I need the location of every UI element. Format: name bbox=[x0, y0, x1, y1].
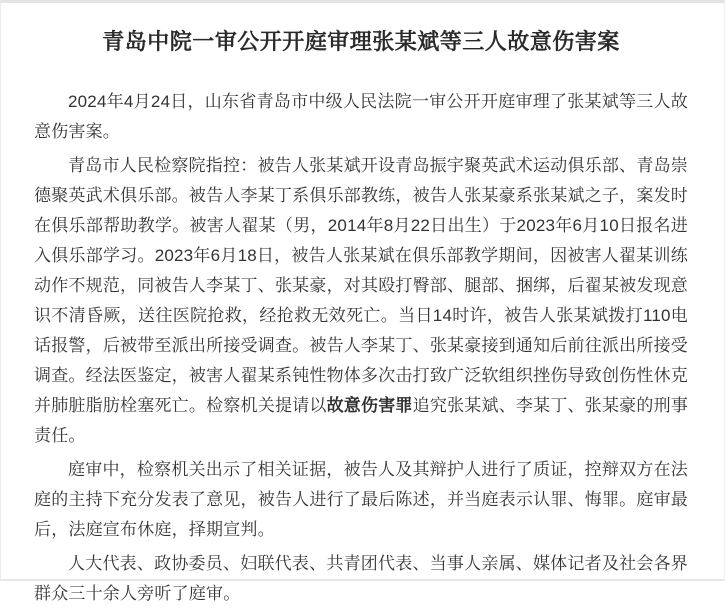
paragraph-observers-text: 人大代表、政协委员、妇联代表、共青团代表、当事人亲属、媒体记者及社会各界群众三十余人旁听了庭审。 bbox=[34, 554, 688, 603]
paragraph-indictment-text-post: 追究张某斌、李某丁、张某豪的刑事责任。 bbox=[34, 396, 689, 445]
article-title: 青岛中院一审公开开庭审理张某斌等三人故意伤害案 bbox=[102, 29, 620, 54]
paragraph-intro bbox=[34, 87, 688, 147]
paragraph-observers bbox=[34, 549, 688, 609]
charge-name-bold: 故意伤害罪 bbox=[326, 396, 413, 415]
paragraph-intro-text: 2024年4月24日，山东省青岛市中级人民法院一审公开开庭审理了张某斌等三人故意伤害案。 bbox=[34, 92, 688, 141]
paragraph-trial-text: 庭审中，检察机关出示了相关证据，被告人及其辩护人进行了质证，控辩双方在法庭的主持下充分发表了意见，被告人进行了最后陈述，并当庭表示认罪、悔罪。庭审最后，法庭宣布休庭，择期宣判。 bbox=[34, 460, 688, 539]
article-container bbox=[1, 3, 724, 603]
paragraph-indictment-text-pre: 青岛市人民检察院指控：被告人张某斌开设青岛振宇聚英武术运动俱乐部、青岛崇德聚英武术俱乐部。被告人李某丁系俱乐部教练，被告人张某豪系张某斌之子，案发时在俱乐部帮助教学。被害人翟某（男，2014年8月22日出生）于2023年6月10日报名进入俱乐部学习。2023年6月18日，被告人张某斌在俱乐部教学期间，因被害人翟某训练动作不规范，同被告人李某丁、张某豪，对其殴打臀部、腿部、捆绑，后翟某被发现意识不清昏厥，送往医院抢救，经抢救无效死亡。当日14时许，被告人张某斌拨打110电话报警，后被带至派出所接受调查。被告人李某丁、张某豪接到通知后前往派出所接受调查。经法医鉴定，被害人翟某系钝性物体多次击打致广泛软组织挫伤导致创伤性休克并肺脏脂肪栓塞死亡。检察机关提请以 bbox=[34, 156, 688, 415]
paragraph-trial bbox=[34, 455, 688, 545]
paragraph-indictment bbox=[34, 151, 688, 451]
article-body bbox=[34, 87, 688, 609]
